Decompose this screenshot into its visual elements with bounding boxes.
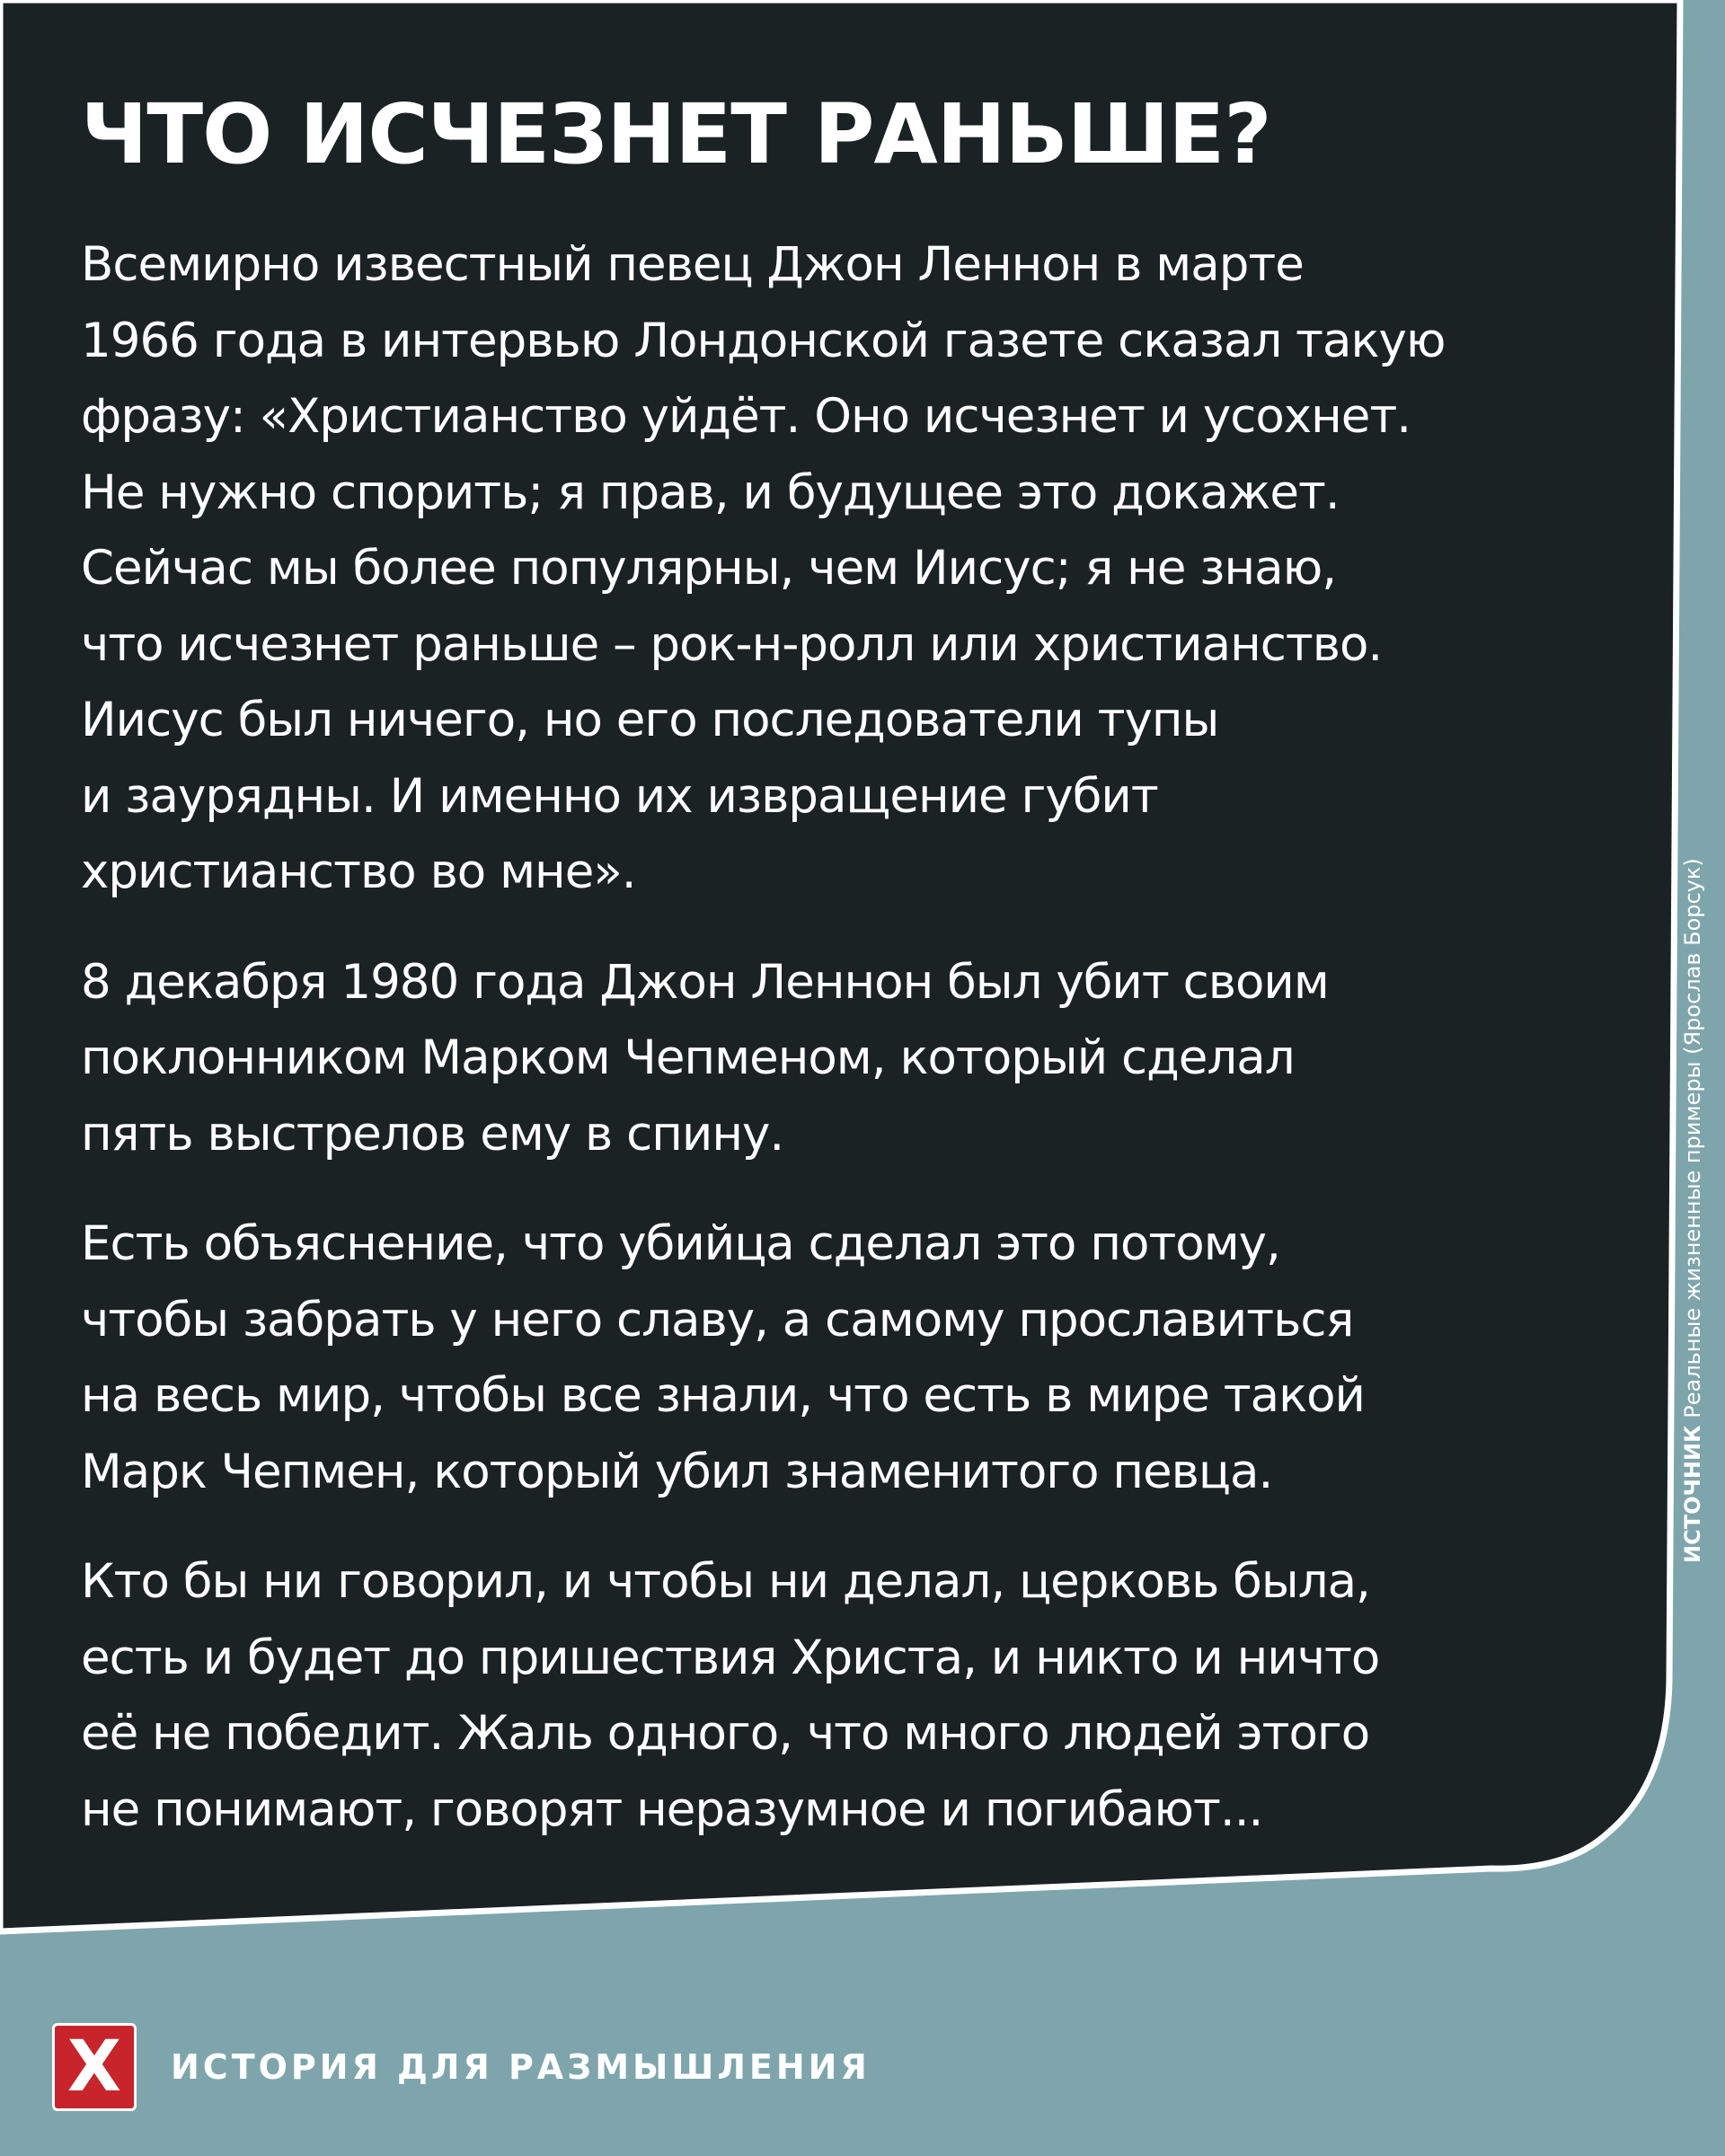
text-line: не понимают, говорят неразумное и погибают...: [81, 1781, 1263, 1837]
paragraph: [81, 945, 1608, 1173]
text-line: поклонником Марком Чепменом, который сделал: [81, 1030, 1295, 1085]
text-line: её не победит. Жаль одного, что много людей этого: [81, 1706, 1370, 1761]
main-content: [81, 85, 1608, 1882]
text-line: Марк Чепмен, который убил знаменитого певца.: [81, 1444, 1273, 1499]
text-line: чтобы забрать у него славу, а самому прославиться: [81, 1292, 1354, 1348]
source-text: Реальные жизненные примеры (Ярослав Борсук): [1680, 858, 1705, 1418]
page-title: ЧТО ИСЧЕЗНЕТ РАНЬШЕ?: [81, 86, 1271, 182]
article-body: [81, 227, 1608, 1848]
text-line: Кто бы ни говорил, и чтобы ни делал, церковь была,: [81, 1554, 1370, 1609]
text-line: 1966 года в интервью Лондонской газете сказал такую: [81, 313, 1446, 368]
paragraph: [81, 227, 1608, 911]
brand-logo-icon: X: [52, 2023, 137, 2111]
footer-series-title: ИСТОРИЯ ДЛЯ РАЗМЫШЛЕНИЯ: [171, 2047, 871, 2087]
text-line: на весь мир, чтобы все знали, что есть в мире такой: [81, 1368, 1365, 1423]
text-line: Не нужно спорить; я прав, и будущее это докажет.: [81, 464, 1340, 520]
text-line: и заурядны. И именно их извращение губит: [81, 768, 1158, 824]
source-label: ИСТОЧНИК: [1680, 1425, 1705, 1563]
text-line: Сейчас мы более популярны, чем Иисус; я не знаю,: [81, 541, 1337, 596]
paragraph: [81, 1544, 1608, 1848]
footer: [52, 2023, 871, 2111]
text-line: 8 декабря 1980 года Джон Леннон был убит своим: [81, 954, 1329, 1010]
text-line: пять выстрелов ему в спину.: [81, 1106, 784, 1162]
text-line: что исчезнет раньше – рок-н-ролл или христианство.: [81, 616, 1383, 672]
text-line: Есть объяснение, что убийца сделал это потому,: [81, 1216, 1280, 1271]
text-line: Всемирно известный певец Джон Леннон в марте: [81, 237, 1304, 292]
text-line: Иисус был ничего, но его последователи тупы: [81, 693, 1219, 747]
text-line: фразу: «Христианство уйдёт. Оно исчезнет и усохнет.: [81, 389, 1411, 444]
paragraph: [81, 1206, 1608, 1510]
text-line: есть и будет до пришествия Христа, и никто и ничто: [81, 1630, 1380, 1685]
source-credit: [1680, 858, 1705, 1563]
text-line: христианство во мне».: [81, 844, 636, 899]
